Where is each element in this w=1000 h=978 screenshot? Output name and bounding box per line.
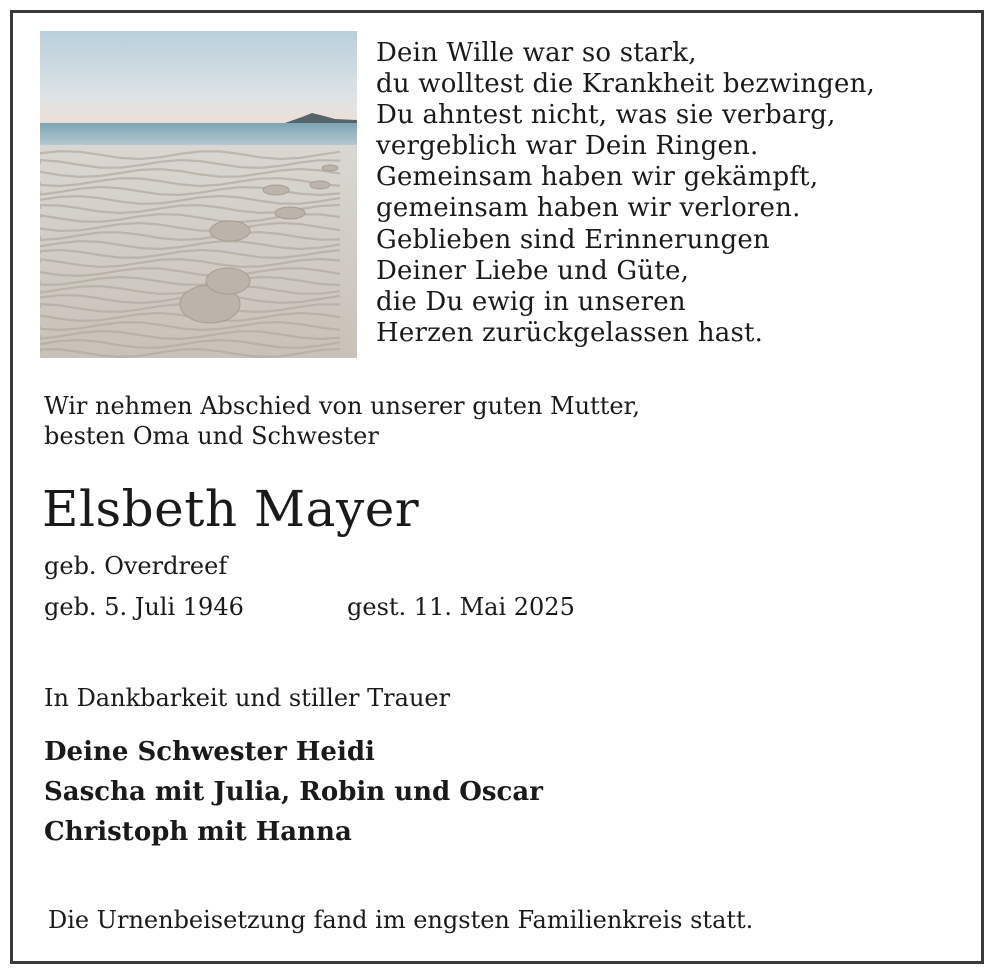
poem-line: Dein Wille war so stark, [376,38,697,68]
intro-line: besten Oma und Schwester [44,422,379,450]
poem-line: gemeinsam haben wir verloren. [376,193,801,224]
poem-line: du wolltest die Krankheit bezwingen, [376,69,875,100]
death-date: gest. 11. Mai 2025 [347,593,575,621]
poem-line: Herzen zurückgelassen hast. [376,317,764,348]
intro-line: Wir nehmen Abschied von unserer guten Mutter, [44,392,641,420]
mourner: Deine Schwester Heidi [44,737,375,767]
poem-line: Du ahntest nicht, was sie verbarg, [376,100,836,131]
burial-notice: Die Urnenbeisetzung fand im engsten Familienkreis statt. [48,906,754,934]
poem-line: vergeblich war Dein Ringen. [376,131,759,162]
mourning-phrase: In Dankbarkeit und stiller Trauer [44,684,451,712]
birth-date: geb. 5. Juli 1946 [44,593,244,621]
beach-footprints-photo [40,31,357,358]
mourners-list [44,732,543,852]
deceased-name: Elsbeth Mayer [42,480,420,538]
maiden-name: geb. Overdreef [44,552,228,580]
poem-line: Geblieben sind Erinnerungen [376,224,770,255]
poem-line: Gemeinsam haben wir gekämpft, [376,162,819,193]
mourner: Sascha mit Julia, Robin und Oscar [44,777,543,807]
poem-line: Deiner Liebe und Güte, [376,255,690,286]
farewell-intro [44,391,640,451]
poem-line: die Du ewig in unseren [376,286,686,317]
poem [376,38,875,349]
mourner: Christoph mit Hanna [44,817,352,847]
